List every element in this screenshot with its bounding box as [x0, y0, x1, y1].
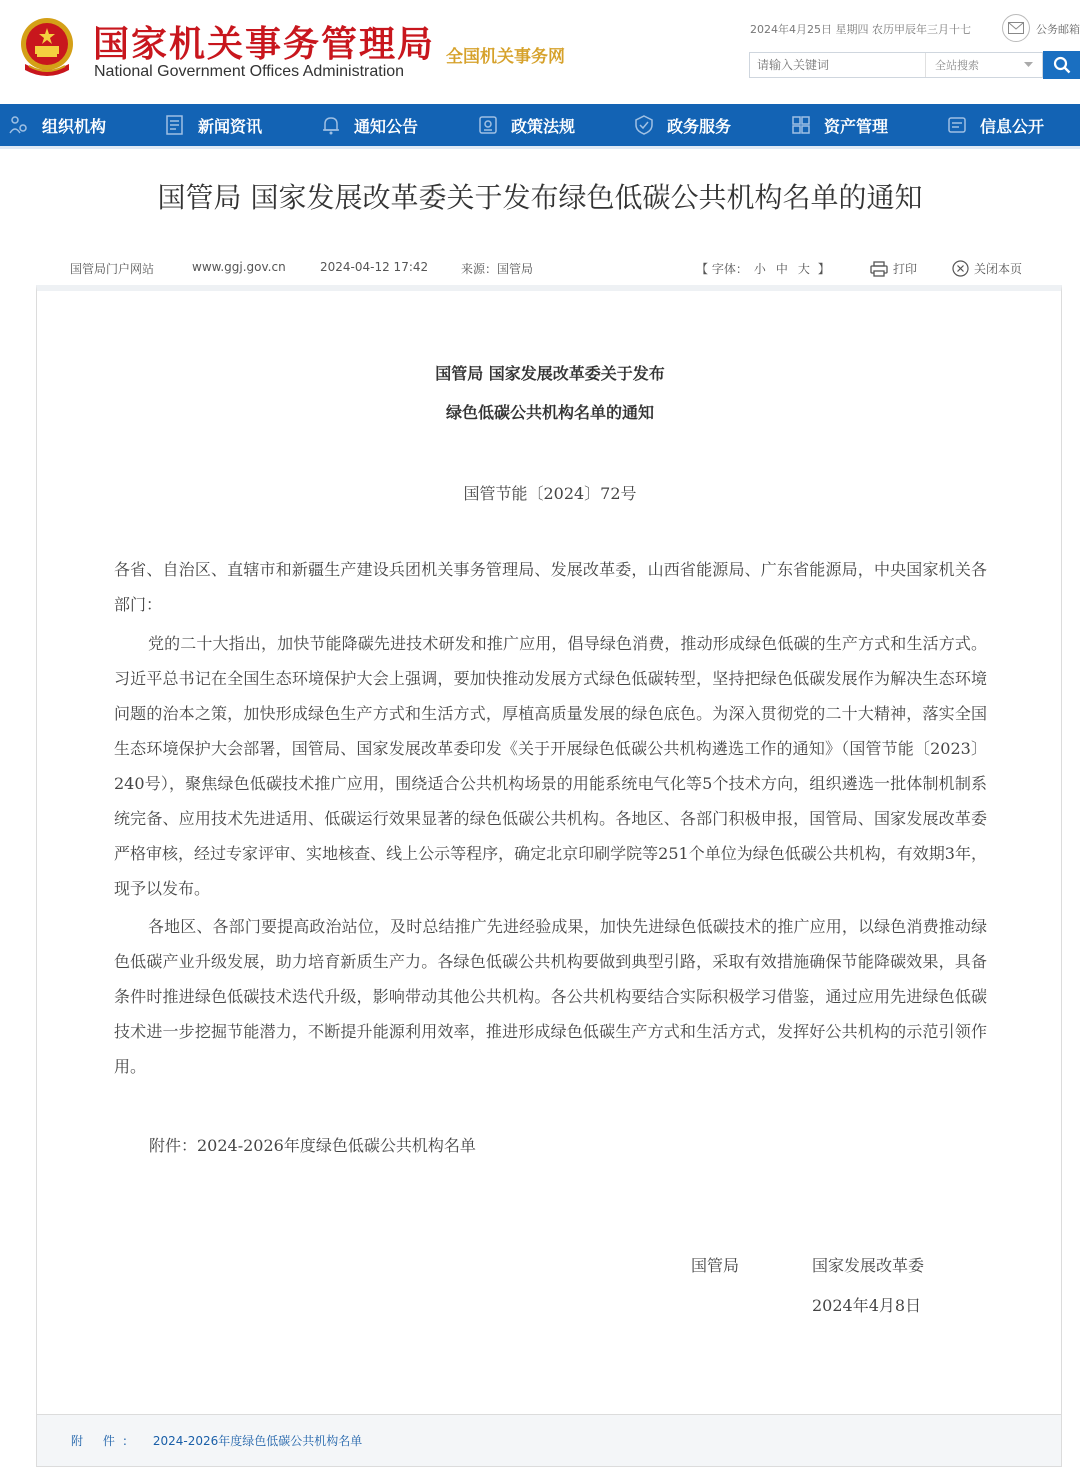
- chevron-down-icon: [1024, 62, 1033, 68]
- asset-icon: [790, 114, 812, 136]
- nav-label: 新闻资讯: [198, 116, 263, 136]
- font-large-button[interactable]: 大: [797, 262, 810, 276]
- news-icon: [164, 114, 186, 136]
- nav-item-org[interactable]: [8, 104, 106, 146]
- search-box: [749, 52, 1043, 78]
- printer-icon: [870, 261, 888, 277]
- nav-item-notice[interactable]: [320, 104, 418, 146]
- nav-label: 政务服务: [667, 116, 732, 136]
- signer-ggj: 国管局: [691, 1256, 740, 1275]
- site-title-cn[interactable]: 国家机关事务管理局: [93, 23, 436, 65]
- close-icon: [952, 260, 969, 277]
- nav-label: 信息公开: [980, 116, 1045, 136]
- paragraph-2: 各地区、各部门要提高政治站位，及时总结推广先进经验成果，加快先进绿色低碳技术的推广应用，以绿色消费推动绿色低碳产业升级发展，助力培育新质生产力。各绿色低碳公共机构要做到典型引路，采取有效措施确保节能降碳效果，具备条件时推进绿色低碳技术迭代升级，影响带动其他公共机构。各公共机构要结合实际积极学习借鉴，通过应用先进绿色低碳技术进一步挖掘节能潜力，不断提升能源利用效率，推进形成绿色低碳生产方式和生活方式，发挥好公共机构的示范引领作用。: [114, 917, 987, 1076]
- nav-item-news[interactable]: [164, 104, 262, 146]
- nav-label: 通知公告: [354, 116, 419, 136]
- meta-source: 来源：国管局: [461, 262, 534, 276]
- nav-item-asset[interactable]: [790, 104, 888, 146]
- attachment-text: 附件：2024-2026年度绿色低碳公共机构名单: [149, 1136, 476, 1155]
- search-button[interactable]: [1043, 51, 1080, 79]
- doc-number: 国管节能〔2024〕72号: [463, 484, 637, 503]
- mail-icon[interactable]: [1002, 14, 1030, 42]
- signer-ndrc: 国家发展改革委: [812, 1256, 925, 1275]
- national-emblem-icon[interactable]: [15, 14, 79, 82]
- nav-item-policy[interactable]: [477, 104, 575, 146]
- site-header: [0, 0, 1080, 104]
- meta-site: 国管局门户网站: [70, 262, 155, 276]
- font-medium-button[interactable]: 中: [775, 262, 788, 276]
- meta-datetime: 2024-04-12 17:42: [320, 260, 429, 274]
- policy-icon: [477, 114, 499, 136]
- sign-date: 2024年4月8日: [812, 1296, 922, 1315]
- close-page-button[interactable]: [952, 260, 1022, 277]
- search-scope-select[interactable]: [926, 53, 1042, 77]
- font-size-control: [696, 260, 836, 277]
- article-content: [36, 285, 1062, 1415]
- search-scope-label: 全站搜索: [935, 59, 979, 72]
- attachment-bar: [36, 1415, 1062, 1467]
- print-label: 打印: [893, 262, 918, 276]
- service-icon: [633, 114, 655, 136]
- mail-link[interactable]: 公务邮箱: [1036, 23, 1080, 36]
- info-icon: [946, 114, 968, 136]
- site-subtitle[interactable]: 全国机关事务网: [446, 47, 565, 67]
- bell-icon: [320, 114, 342, 136]
- nav-item-info[interactable]: [946, 104, 1044, 146]
- paragraph-1: 党的二十大指出，加快节能降碳先进技术研发和推广应用，倡导绿色消费，推动形成绿色低碳的生产方式和生活方式。习近平总书记在全国生态环境保护大会上强调，要加快推动发展方式绿色低碳转型，坚持把绿色低碳发展作为解决生态环境问题的治本之策，加快形成绿色生产方式和生活方式，厚植高质量发展的绿色底色。为深入贯彻党的二十大精神，落实全国生态环境保护大会部署，国管局、国家发展改革委印发《关于开展绿色低碳公共机构遴选工作的通知》（国管节能〔2023〕240号），聚焦绿色低碳技术推广应用，围绕适合公共机构场景的用能系统电气化等5个技术方向，组织遴选一批体制机制系统完备、应用技术先进适用、低碳运行效果显著的绿色低碳公共机构。各地区、各部门积极申报，国管局、国家发展改革委严格审核，经过专家评审、实地核查、线上公示等程序，确定北京印刷学院等251个单位为绿色低碳公共机构，有效期3年，现予以发布。: [114, 634, 987, 898]
- attachment-label: 附 件:: [71, 1434, 135, 1448]
- meta-url[interactable]: www.ggj.gov.cn: [192, 260, 286, 274]
- main-nav: [0, 104, 1080, 149]
- nav-label: 组织机构: [42, 116, 107, 136]
- article-title: 国管局 国家发展改革委关于发布绿色低碳公共机构名单的通知: [157, 181, 923, 214]
- nav-label: 资产管理: [824, 116, 889, 136]
- org-icon: [8, 114, 30, 136]
- print-button[interactable]: [870, 260, 917, 277]
- close-page-label: 关闭本页: [974, 262, 1023, 276]
- addressee: 各省、自治区、直辖市和新疆生产建设兵团机关事务管理局、发展改革委，山西省能源局、广东省能源局，中央国家机关各部门：: [114, 560, 987, 614]
- font-small-button[interactable]: 小: [753, 262, 766, 276]
- doc-title-line2: 绿色低碳公共机构名单的通知: [445, 403, 654, 422]
- nav-label: 政策法规: [511, 116, 576, 136]
- search-icon: [1053, 56, 1071, 74]
- date-line: 2024年4月25日 星期四 农历甲辰年三月十七: [750, 23, 971, 36]
- doc-title-line1: 国管局 国家发展改革委关于发布: [435, 364, 665, 383]
- site-title-en: National Government Offices Administration: [94, 63, 405, 80]
- search-input[interactable]: [750, 53, 926, 77]
- font-size-label: 【 字体：: [696, 262, 748, 276]
- attachment-link[interactable]: 2024-2026年度绿色低碳公共机构名单: [152, 1434, 363, 1448]
- font-size-close-bracket: 】: [817, 262, 830, 276]
- nav-item-service[interactable]: [633, 104, 731, 146]
